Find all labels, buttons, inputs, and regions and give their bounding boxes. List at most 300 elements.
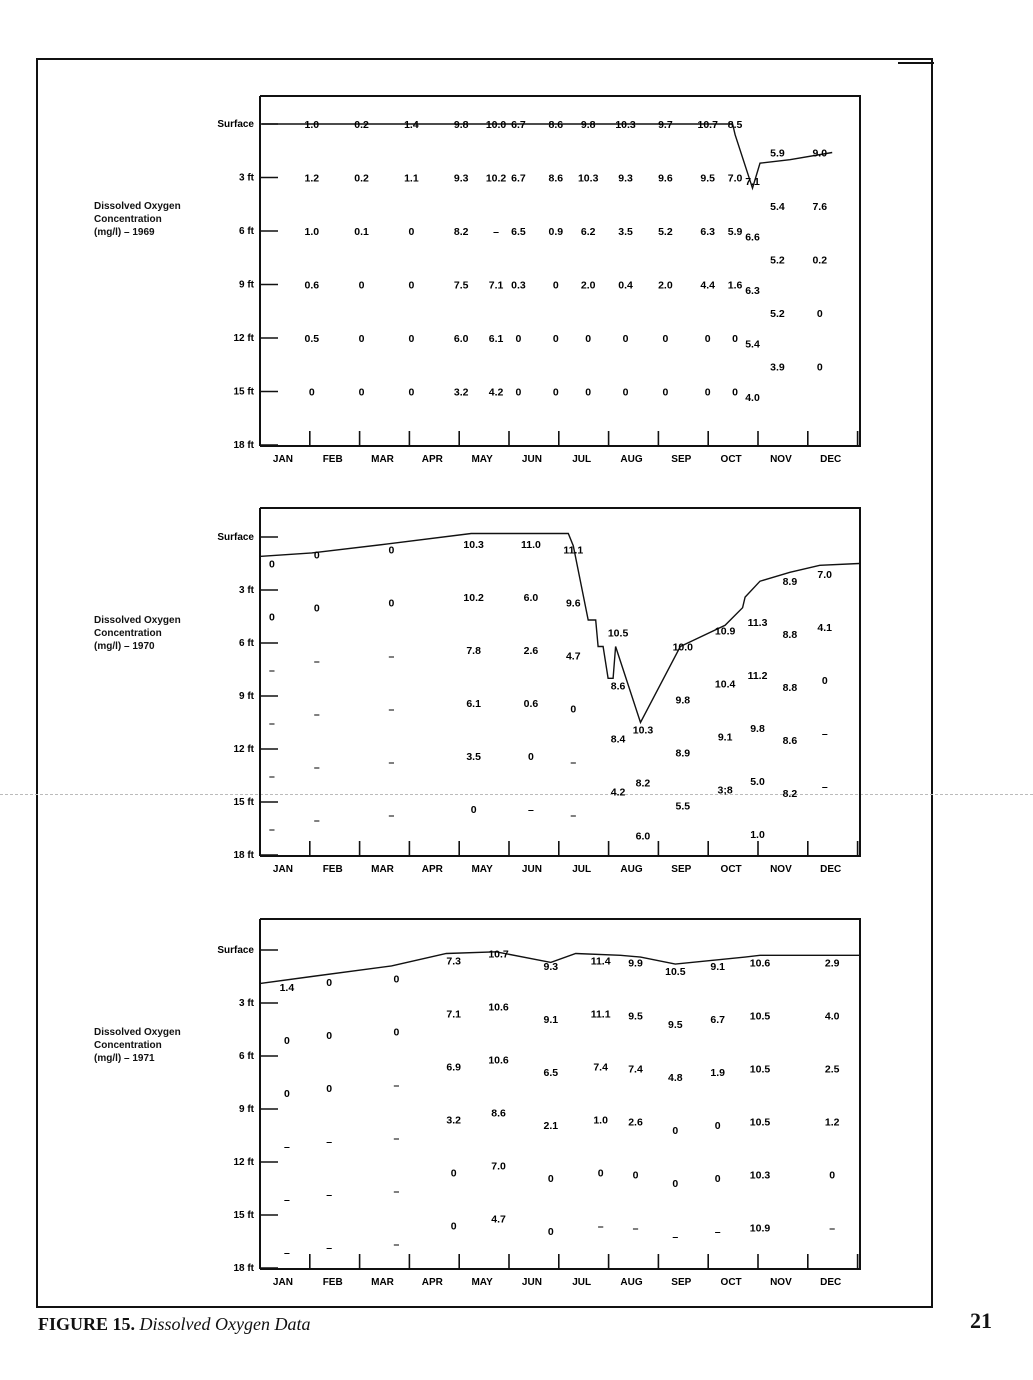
do-reading-value: 7.0 <box>817 569 833 582</box>
do-reading-value: 2.0 <box>580 279 596 292</box>
do-reading-value: 0 <box>585 386 592 399</box>
do-reading-value: 0 <box>632 1169 639 1182</box>
do-reading-value: 10.0 <box>485 119 507 131</box>
do-reading-value: 8.8 <box>782 682 798 695</box>
do-reading-value: 4.8 <box>668 1072 683 1085</box>
do-reading-value: 8.4 <box>610 733 626 746</box>
do-reading-value: 8.6 <box>548 119 564 131</box>
do-reading-value: 0.6 <box>523 698 539 711</box>
do-reading-value: 5.9 <box>727 226 743 238</box>
do-reading-value: 10.6 <box>488 1001 509 1014</box>
do-reading-value: 4.4 <box>700 279 716 292</box>
month-tick-label: DEC <box>820 454 842 465</box>
month-tick-label: JUL <box>572 1277 592 1288</box>
do-reading-value: 7.8 <box>466 645 481 658</box>
do-reading-value: 5.2 <box>658 226 673 238</box>
do-reading-value: 8.6 <box>491 1107 506 1120</box>
do-reading-value: 6.5 <box>543 1066 559 1079</box>
do-reading-value: – <box>313 761 320 774</box>
do-reading-value: 1.0 <box>304 226 320 238</box>
do-reading-value: – <box>393 1132 400 1145</box>
do-reading-value: 0 <box>515 333 522 345</box>
do-reading-value: 3.2 <box>453 386 469 399</box>
month-tick-label: DEC <box>820 1277 842 1288</box>
ylabel-line: Concentration <box>94 628 162 639</box>
caption-label: FIGURE 15. <box>38 1314 136 1334</box>
ylabel-line: Dissolved Oxygen <box>94 201 181 212</box>
do-reading-value: 2.0 <box>658 279 673 292</box>
do-reading-value: 0 <box>388 544 395 557</box>
do-reading-value: 9.6 <box>658 172 673 185</box>
month-tick-label: MAY <box>471 864 493 875</box>
do-reading-value: 6.2 <box>580 226 596 238</box>
do-reading-value: 1.9 <box>710 1066 725 1079</box>
do-reading-value: – <box>714 1225 721 1238</box>
do-reading-value: 4.0 <box>824 1010 840 1023</box>
do-reading-value: 9.5 <box>628 1010 643 1023</box>
do-reading-value: 7.4 <box>593 1061 608 1074</box>
month-tick-label: APR <box>421 454 443 465</box>
month-tick-label: JUL <box>572 454 592 465</box>
do-reading-value: 7.5 <box>453 279 469 292</box>
do-reading-value: 9.3 <box>453 172 469 185</box>
do-reading-value: 6.0 <box>523 592 539 605</box>
do-reading-value: 0 <box>552 386 559 399</box>
do-reading-value: 3.5 <box>466 751 481 764</box>
caption-text: Dissolved Oxygen Data <box>139 1314 311 1334</box>
page-number: 21 <box>970 1308 992 1333</box>
do-reading-value: 1.0 <box>593 1114 608 1127</box>
depth-tick-label: 9 ft <box>239 1104 254 1115</box>
do-reading-value: – <box>388 809 395 822</box>
do-reading-value: 11.2 <box>747 669 768 682</box>
month-tick-label: NOV <box>770 864 792 875</box>
do-reading-value: 6.0 <box>635 830 651 843</box>
do-reading-value: 3;8 <box>717 784 733 797</box>
do-reading-value: 6.7 <box>710 1013 725 1026</box>
do-reading-value: 4.7 <box>565 650 581 663</box>
do-reading-value: – <box>313 814 320 827</box>
do-reading-value: 0 <box>597 1167 604 1180</box>
border-top-extension <box>898 62 934 64</box>
do-reading-value: 0 <box>672 1178 679 1191</box>
figure-caption <box>38 1314 310 1335</box>
month-tick-label: FEB <box>322 864 343 875</box>
depth-tick-label: 9 ft <box>239 279 254 291</box>
depth-tick-label: 18 ft <box>233 850 254 861</box>
do-reading-value: 2.1 <box>543 1119 559 1132</box>
do-reading-value: 0 <box>547 1225 554 1238</box>
do-reading-value: – <box>632 1222 639 1235</box>
do-reading-value: 8.2 <box>782 788 798 801</box>
ylabel-line: Dissolved Oxygen <box>94 615 181 626</box>
do-reading-value: 0.2 <box>354 119 369 131</box>
do-reading-value: 10.7 <box>488 948 509 961</box>
do-reading-value: 0 <box>408 386 415 399</box>
do-reading-value: 0 <box>829 1169 836 1182</box>
do-reading-value: 0.4 <box>618 279 633 292</box>
do-reading-value: 9.9 <box>628 957 643 970</box>
do-reading-value: 0 <box>547 1172 554 1185</box>
depth-tick-label: 6 ft <box>239 1051 254 1062</box>
do-reading-value: 0 <box>269 558 275 571</box>
month-tick-label: MAR <box>371 1277 394 1288</box>
do-reading-value: 7.4 <box>628 1063 643 1076</box>
do-reading-value: 7.6 <box>812 201 828 214</box>
do-reading-value: 0.9 <box>548 226 564 238</box>
do-reading-value: 8.6 <box>782 735 798 748</box>
do-reading-value: 0 <box>622 333 629 345</box>
do-reading-value: 0 <box>622 386 629 399</box>
do-reading-value: 0 <box>388 597 395 610</box>
do-reading-value: 7.1 <box>488 279 504 292</box>
depth-tick-label: 6 ft <box>239 226 254 237</box>
month-tick-label: APR <box>421 1277 443 1288</box>
do-reading-value: 9.1 <box>710 960 725 973</box>
do-reading-value: – <box>527 804 534 817</box>
depth-tick-label: 3 ft <box>239 998 254 1009</box>
do-reading-value: 3.5 <box>618 226 633 238</box>
ylabel-line: (mg/l) – 1969 <box>94 227 155 238</box>
do-reading-value: 11.4 <box>590 955 611 968</box>
do-reading-value: 1.0 <box>750 828 765 841</box>
do-reading-value: 8.9 <box>675 747 691 760</box>
month-tick-label: AUG <box>620 1277 643 1288</box>
month-tick-label: OCT <box>720 864 742 875</box>
do-reading-value: 5.0 <box>750 775 765 788</box>
do-reading-value: – <box>393 1185 400 1198</box>
do-reading-value: – <box>393 1079 400 1092</box>
do-reading-value: 0.2 <box>354 172 369 185</box>
do-reading-value: 0 <box>662 333 669 345</box>
month-tick-label: OCT <box>720 1277 742 1288</box>
do-reading-value: 8.6 <box>548 172 564 185</box>
do-reading-value: 0 <box>714 1119 721 1132</box>
do-reading-value: 6.7 <box>511 172 526 185</box>
do-reading-value: 10.5 <box>749 1116 771 1129</box>
do-reading-value: 0 <box>326 1082 333 1095</box>
depth-tick-label: 15 ft <box>233 797 254 808</box>
do-reading-value: 0 <box>269 611 275 624</box>
do-reading-value: – <box>393 1238 400 1251</box>
do-reading-value: 10.3 <box>577 172 599 185</box>
do-reading-value: 4.1 <box>817 622 833 635</box>
do-reading-value: – <box>597 1220 604 1233</box>
do-reading-value: 10.0 <box>672 641 694 654</box>
do-reading-value: 9.1 <box>543 1013 559 1026</box>
do-reading-value: 4.2 <box>610 786 626 799</box>
depth-tick-label: 15 ft <box>233 1210 254 1221</box>
do-reading-value: 5.4 <box>770 201 785 214</box>
do-reading-value: 0 <box>816 361 823 374</box>
month-tick-label: JAN <box>272 864 293 875</box>
do-reading-value: 2.6 <box>523 645 539 658</box>
do-reading-value: 0 <box>470 804 477 817</box>
do-reading-value: 6.5 <box>511 226 526 238</box>
month-tick-label: APR <box>421 864 443 875</box>
do-reading-value: – <box>326 1135 333 1148</box>
do-reading-value: 1.0 <box>304 119 320 131</box>
do-reading-value: – <box>388 756 395 769</box>
month-tick-label: JAN <box>272 454 293 465</box>
do-reading-value: 10.9 <box>749 1222 771 1235</box>
month-tick-label: SEP <box>671 1277 692 1288</box>
scan-fold-line <box>0 794 1033 795</box>
depth-tick-label: 3 ft <box>239 172 254 184</box>
depth-tick-label: 18 ft <box>233 440 254 451</box>
panel-1970-ylabel <box>94 614 204 653</box>
do-reading-value: 0 <box>408 279 415 292</box>
do-reading-value: 0 <box>408 333 415 345</box>
depth-tick-label: 9 ft <box>239 691 254 702</box>
do-reading-value: – <box>829 1222 836 1235</box>
do-reading-value: 7.1 <box>446 1008 462 1021</box>
do-reading-value: 6.3 <box>745 284 760 297</box>
do-reading-value: 10.3 <box>632 724 654 737</box>
ylabel-line: Concentration <box>94 214 162 225</box>
do-reading-value: 0 <box>308 386 315 399</box>
depth-tick-label: 6 ft <box>239 638 254 649</box>
panel-1969-ylabel <box>94 200 204 239</box>
do-reading-value: 0 <box>704 333 711 345</box>
do-reading-value: 0 <box>585 333 592 345</box>
do-reading-value: 6.9 <box>446 1061 462 1074</box>
do-reading-value: 5.2 <box>770 308 785 321</box>
do-reading-value: – <box>269 664 275 677</box>
depth-tick-label: 12 ft <box>233 333 254 344</box>
do-reading-value: 0 <box>358 279 365 292</box>
do-reading-value: 10.3 <box>749 1169 771 1182</box>
ylabel-line: (mg/l) – 1971 <box>94 1053 155 1064</box>
do-reading-value: 1.2 <box>824 1116 840 1129</box>
do-reading-value: 8.2 <box>635 777 651 790</box>
do-reading-value: 5.4 <box>745 338 760 351</box>
do-reading-value: 3.9 <box>770 361 785 374</box>
do-reading-value: 0 <box>570 703 577 716</box>
do-reading-value: – <box>672 1231 679 1244</box>
do-reading-value: 6.0 <box>453 333 469 345</box>
do-reading-value: 6.1 <box>488 333 504 345</box>
do-reading-value: 6.3 <box>700 226 716 238</box>
month-tick-label: NOV <box>770 1277 792 1288</box>
do-reading-value: 9.8 <box>750 722 765 735</box>
month-tick-label: NOV <box>770 454 792 465</box>
do-reading-value: 0 <box>313 602 320 615</box>
do-reading-value: 10.3 <box>615 119 636 131</box>
do-reading-value: 9.7 <box>658 119 673 131</box>
do-reading-value: 4.7 <box>491 1213 506 1226</box>
month-tick-label: MAR <box>371 454 394 465</box>
depth-tick-label: Surface <box>217 945 254 956</box>
do-reading-value: 10.7 <box>697 119 718 131</box>
month-tick-label: OCT <box>720 454 742 465</box>
do-reading-value: 0 <box>326 1029 333 1042</box>
month-tick-label: DEC <box>820 864 842 875</box>
do-reading-value: 0 <box>662 386 669 399</box>
do-reading-value: – <box>313 655 320 668</box>
do-reading-value: 1.2 <box>304 172 320 185</box>
month-tick-label: SEP <box>671 454 692 465</box>
do-reading-value: 0 <box>515 386 522 399</box>
do-reading-value: 0 <box>816 308 823 321</box>
do-reading-value: – <box>269 717 275 730</box>
do-reading-value: – <box>326 1188 333 1201</box>
do-reading-value: 11.1 <box>563 544 584 557</box>
ylabel-line: Concentration <box>94 1040 162 1051</box>
do-reading-value: 0 <box>408 226 415 238</box>
do-reading-value: – <box>570 809 577 822</box>
do-reading-value: 5.9 <box>770 147 785 160</box>
do-reading-value: 3.2 <box>446 1114 462 1127</box>
do-reading-value: 10.3 <box>463 539 484 552</box>
do-reading-value: 6.6 <box>745 231 760 244</box>
do-reading-value: 7.0 <box>491 1160 506 1173</box>
depth-tick-label: Surface <box>217 119 254 130</box>
do-reading-value: 1.4 <box>404 119 419 131</box>
do-reading-value: 0 <box>714 1172 721 1185</box>
month-tick-label: JUL <box>572 864 592 875</box>
month-tick-label: MAY <box>471 454 493 465</box>
do-reading-value: 0 <box>672 1125 679 1138</box>
do-reading-value: 10.5 <box>607 627 629 640</box>
do-reading-value: 5.2 <box>770 254 785 267</box>
month-tick-label: AUG <box>620 864 643 875</box>
ylabel-line: (mg/l) – 1970 <box>94 641 155 652</box>
do-reading-value: 11.1 <box>590 1008 611 1021</box>
month-tick-label: JUN <box>521 1277 542 1288</box>
do-reading-value: 0.2 <box>812 254 828 267</box>
do-reading-value: 9.8 <box>580 119 596 131</box>
month-tick-label: JAN <box>272 1277 293 1288</box>
do-reading-value: 10.5 <box>749 1010 771 1023</box>
figure-border <box>36 58 933 1308</box>
do-reading-value: – <box>493 226 499 238</box>
month-tick-label: MAR <box>371 864 394 875</box>
do-reading-value: 6.1 <box>466 698 481 711</box>
depth-tick-label: 3 ft <box>239 585 254 596</box>
do-reading-value: 2.9 <box>824 957 840 970</box>
month-tick-label: AUG <box>620 454 643 465</box>
do-reading-value: – <box>313 708 320 721</box>
do-reading-value: 11.0 <box>520 539 541 552</box>
do-reading-value: 0 <box>283 1088 290 1101</box>
do-reading-value: 7.3 <box>446 955 462 968</box>
do-reading-value: 0 <box>450 1220 457 1233</box>
do-reading-value: 5.5 <box>675 800 691 813</box>
do-reading-value: – <box>269 770 275 783</box>
month-tick-label: MAY <box>471 1277 493 1288</box>
do-reading-value: 0.6 <box>304 279 320 292</box>
do-reading-value: 1.1 <box>404 172 419 185</box>
depth-tick-label: 15 ft <box>233 386 254 398</box>
do-reading-value: 8.2 <box>453 226 469 238</box>
do-reading-value: 6.7 <box>511 119 526 131</box>
depth-tick-label: 12 ft <box>233 744 254 755</box>
do-reading-value: 8.6 <box>610 680 626 693</box>
do-reading-value: 9.3 <box>543 960 559 973</box>
do-reading-value: 9.3 <box>618 172 633 185</box>
do-reading-value: 0 <box>358 386 365 399</box>
do-reading-value: 0 <box>393 1026 400 1039</box>
do-reading-value: 9.8 <box>675 694 691 707</box>
do-reading-value: 0 <box>393 973 400 986</box>
do-reading-value: 1.4 <box>279 982 295 995</box>
do-reading-value: 8.5 <box>727 119 743 131</box>
do-reading-value: – <box>269 823 275 836</box>
do-reading-value: 9.5 <box>700 172 716 185</box>
do-reading-value: 10.5 <box>665 966 686 979</box>
do-reading-value: 0 <box>821 675 828 688</box>
do-reading-value: 0 <box>326 976 333 989</box>
do-reading-value: 10.4 <box>714 678 736 691</box>
do-reading-value: 4.2 <box>488 386 504 399</box>
do-reading-value: 2.5 <box>824 1063 840 1076</box>
do-reading-value: 2.6 <box>628 1116 643 1129</box>
do-reading-value: 10.6 <box>749 957 771 970</box>
do-reading-value: 9.1 <box>717 731 733 744</box>
do-reading-value: 9.5 <box>668 1019 683 1032</box>
do-reading-value: 0 <box>552 279 559 292</box>
do-reading-value: 0 <box>704 386 711 399</box>
do-reading-value: 11.3 <box>747 616 768 629</box>
do-reading-value: 10.9 <box>714 625 736 638</box>
do-reading-value: 0 <box>358 333 365 345</box>
do-reading-value: 0 <box>732 386 739 399</box>
panel-1971-ylabel <box>94 1026 204 1065</box>
month-tick-label: JUN <box>521 454 542 465</box>
ylabel-line: Dissolved Oxygen <box>94 1027 181 1038</box>
do-reading-value: 10.2 <box>485 172 507 185</box>
month-tick-label: SEP <box>671 864 692 875</box>
depth-tick-label: 18 ft <box>233 1263 254 1274</box>
do-reading-value: 0 <box>283 1035 290 1048</box>
do-reading-value: 0.3 <box>511 279 526 292</box>
do-reading-value: 10.2 <box>463 592 484 605</box>
month-tick-label: FEB <box>322 454 343 465</box>
do-reading-value: 0 <box>313 549 320 562</box>
do-reading-value: 0 <box>527 751 534 764</box>
depth-tick-label: 12 ft <box>233 1157 254 1168</box>
do-reading-value: 9.0 <box>812 147 828 160</box>
do-reading-value: 7.0 <box>727 172 743 185</box>
do-reading-value: 1.6 <box>727 279 743 292</box>
depth-tick-label: Surface <box>217 532 254 543</box>
do-reading-value: 0 <box>450 1167 457 1180</box>
do-reading-value: 0 <box>552 333 559 345</box>
do-reading-value: 9.6 <box>565 597 581 610</box>
do-reading-value: 0 <box>732 333 739 345</box>
month-tick-label: FEB <box>322 1277 343 1288</box>
do-reading-value: – <box>821 728 828 741</box>
do-reading-value: – <box>821 781 828 794</box>
do-reading-value: 10.6 <box>488 1054 509 1067</box>
do-reading-value: – <box>326 1241 333 1254</box>
do-reading-value: 8.9 <box>782 576 798 589</box>
do-reading-value: – <box>388 703 395 716</box>
month-tick-label: JUN <box>521 864 542 875</box>
do-reading-value: 10.5 <box>749 1063 771 1076</box>
do-reading-value: – <box>283 1141 290 1154</box>
do-reading-value: – <box>283 1247 290 1260</box>
do-reading-value: 8.8 <box>782 629 798 642</box>
do-reading-value: 7.1 <box>745 176 760 189</box>
do-reading-value: 0.1 <box>354 226 369 238</box>
do-reading-value: 0.5 <box>304 333 320 345</box>
do-reading-value: – <box>570 756 577 769</box>
do-reading-value: 4.0 <box>745 391 760 404</box>
do-reading-value: 9.8 <box>453 119 469 131</box>
do-reading-value: – <box>388 650 395 663</box>
